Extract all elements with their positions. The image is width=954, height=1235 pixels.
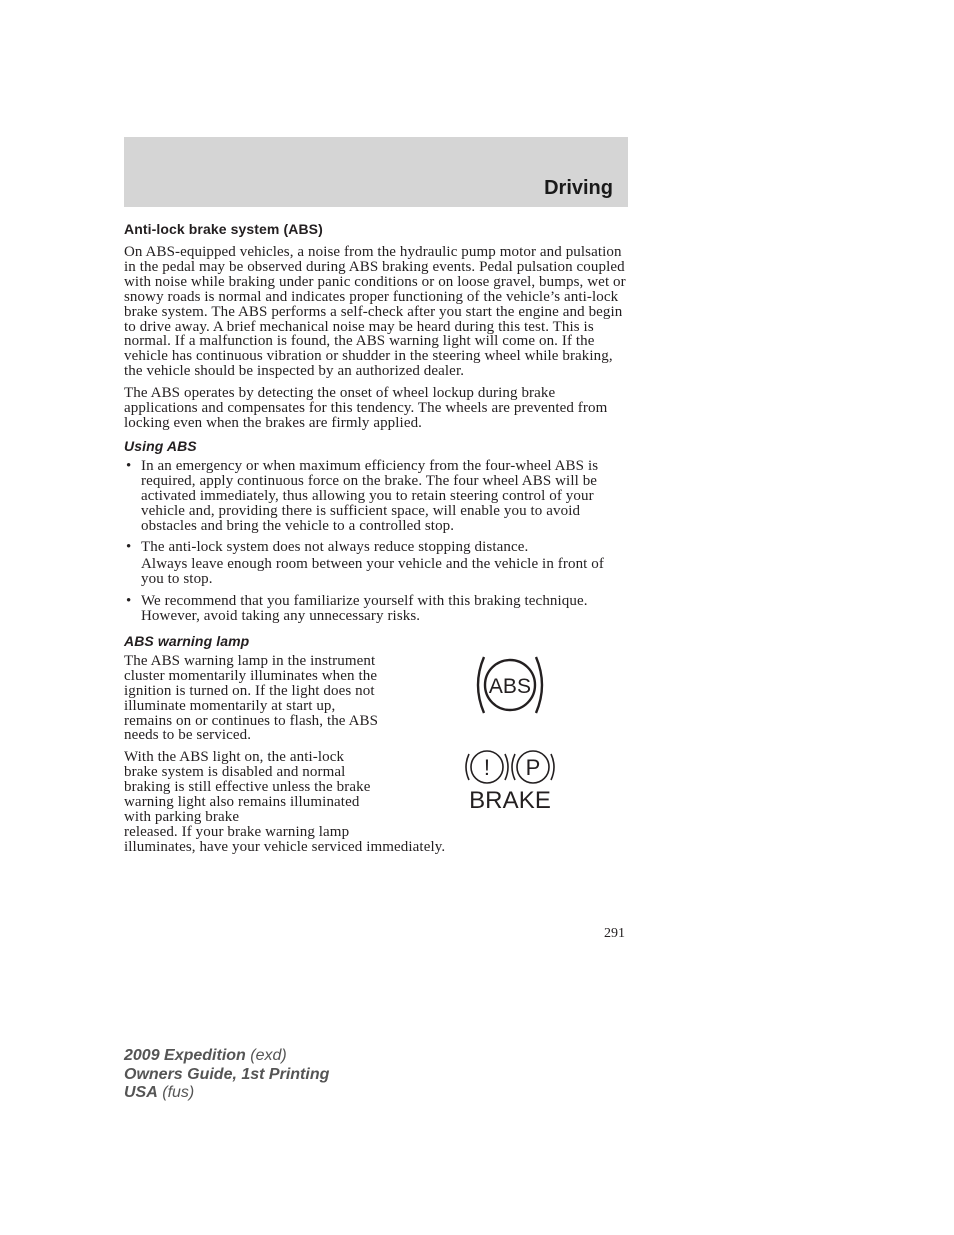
bullet-3-text: We recommend that you familiarize yourself with this braking technique. However, avoid taking any unnecessary risks.	[141, 593, 588, 625]
abs-lamp-symbol	[410, 654, 610, 740]
abs-paragraph-2: The ABS operates by detecting the onset of wheel lockup during brake applications and compensates for this tendency. The wheels are prevented from locking even when the brakes are firmly applied.	[124, 385, 608, 431]
bullet-2-line-1: The anti-lock system does not always reduce stopping distance.	[141, 539, 529, 556]
using-abs-list	[124, 459, 630, 624]
footer-line-2	[124, 1066, 329, 1085]
footer-line-3	[124, 1084, 329, 1103]
brake-excl-label: !	[483, 755, 491, 781]
bullet-2-line-2: Always leave enough room between your vehicle and the vehicle in front of you to stop.	[141, 556, 604, 588]
brake-lamp-text-narrow: With the ABS light on, the anti-lock brake system is disabled and normal braking is still effective unless the brake warning light also remains illuminated with parking brake	[124, 749, 371, 825]
list-item	[124, 594, 630, 624]
footer-model-code: (exd)	[250, 1047, 287, 1064]
brake-p-label: P	[525, 755, 541, 781]
list-item	[124, 459, 630, 534]
brake-lamp-text-rest: released. If your brake warning lamp illuminates, have your vehicle serviced immediately.	[124, 823, 446, 855]
footer-market-code: (fus)	[162, 1084, 195, 1101]
abs-heading: Anti-lock brake system (ABS)	[124, 221, 323, 237]
bullet-1-text: In an emergency or when maximum efficiency from the four-wheel ABS is required, apply continuous force on the brake. The four wheel ABS will be activated immediately, thus allowing you to retain steering control of your vehicle and, providing there is sufficient space, will enable you to avoid obstacles and bring the vehicle to a controlled stop.	[141, 457, 599, 534]
abs-warning-icon	[470, 654, 550, 716]
brake-lamp-paragraph	[124, 750, 630, 854]
section-title: Driving	[544, 177, 613, 199]
brake-lamp-symbol	[410, 750, 610, 828]
brake-warning-icon	[462, 750, 558, 812]
abs-lamp-text-narrow: The ABS warning lamp in the instrument cluster momentarily illuminates when the ignition is turned on. If the light does not illuminate momentarily at start up,	[124, 652, 378, 714]
page-number: 291	[604, 926, 625, 941]
list-item	[124, 540, 630, 587]
section-header-band	[124, 137, 628, 207]
abs-paragraph-1: On ABS-equipped vehicles, a noise from the hydraulic pump motor and pulsation in the pedal may be observed during ABS braking events. Pedal pulsation coupled with noise while braking under panic conditions or on loose gravel, bumps, wet or snowy roads is normal and indicates proper functioning of the vehicle’s anti-lock brake system. The ABS performs a self-check after you start the engine and begin to drive away. A brief mechanical noise may be heard during this test. This is normal. If a malfunction is found, the ABS warning light will come on. If the vehicle has continuous vibration or shudder in the steering wheel while braking, the vehicle should be inspected by an authorized dealer.	[124, 244, 626, 380]
page-content	[124, 221, 630, 862]
abs-lamp-text-rest: remains on or continues to flash, the ABS needs to be serviced.	[124, 712, 379, 744]
footer-line-1	[124, 1047, 329, 1066]
footer-market: USA	[124, 1084, 158, 1101]
footer-guide: Owners Guide, 1st Printing	[124, 1065, 330, 1083]
using-abs-heading: Using ABS	[124, 437, 197, 454]
print-footer	[124, 1047, 329, 1103]
footer-model: 2009 Expedition	[124, 1047, 246, 1064]
abs-lamp-paragraph	[124, 654, 630, 743]
abs-warning-lamp-heading: ABS warning lamp	[124, 632, 250, 649]
abs-icon-label: ABS	[488, 674, 532, 698]
brake-icon-label: BRAKE	[469, 787, 551, 813]
